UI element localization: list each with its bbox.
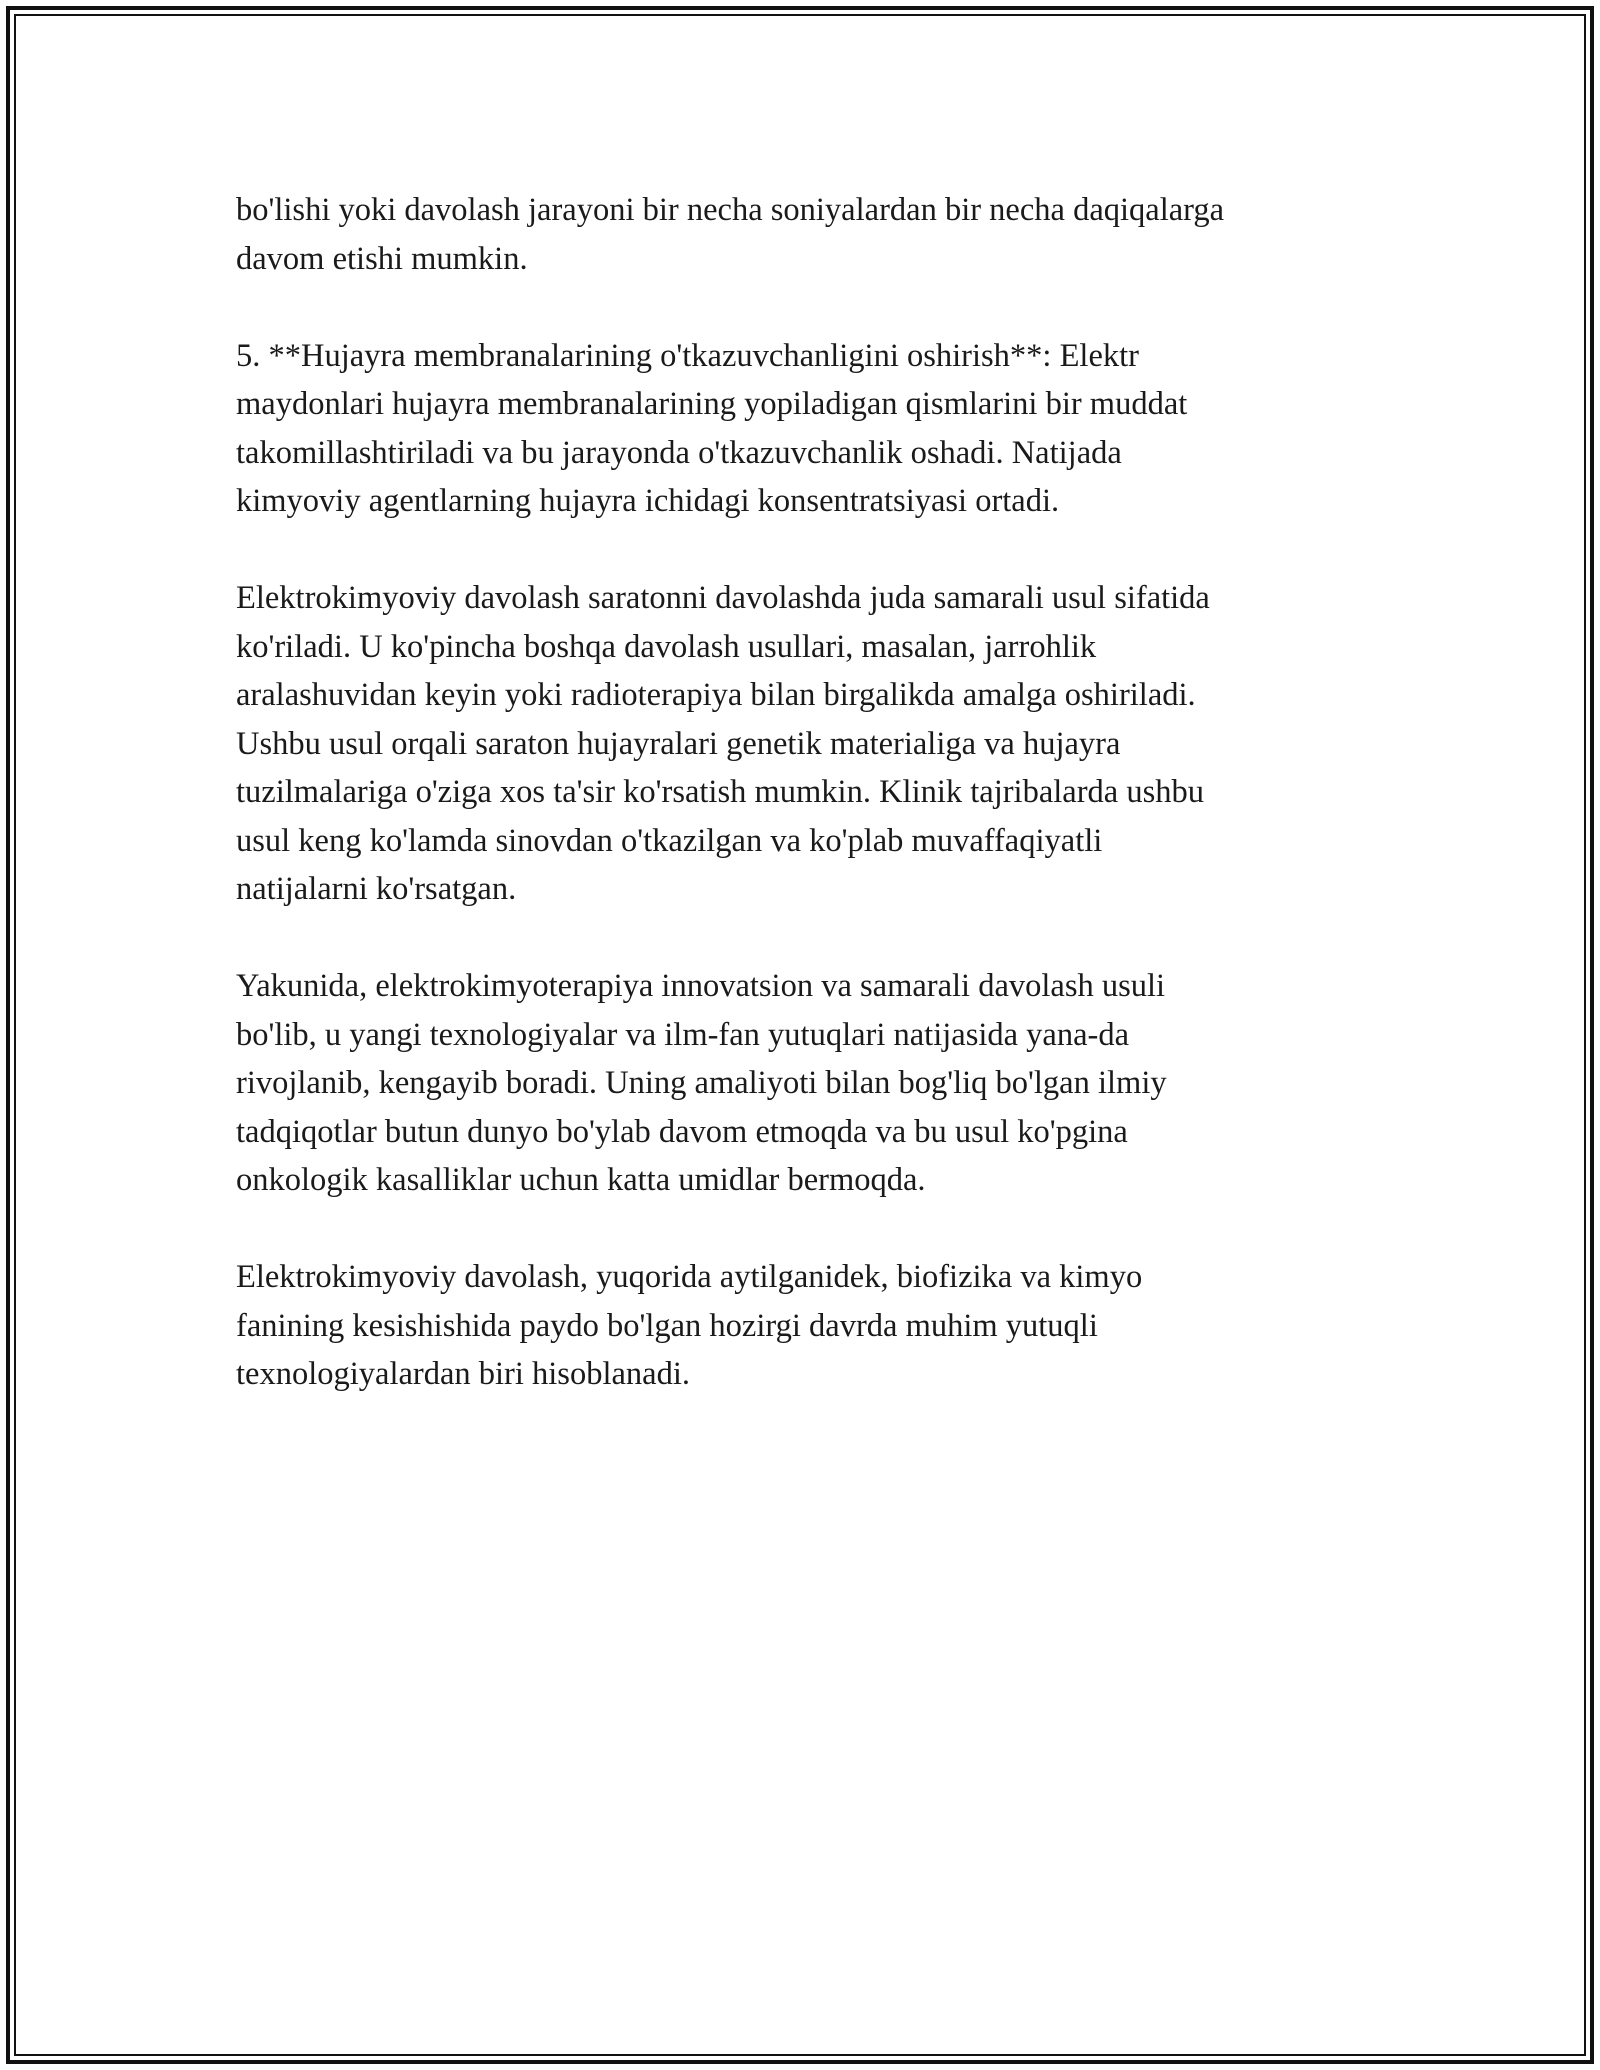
document-body	[236, 186, 1396, 1399]
paragraph-conclusion: Yakunida, elektrokimyoterapiya innovatsion va samarali davolash usuli bo'lib, u yangi texnologiyalar va ilm-fan yutuqlari natijasida yana-da rivojlanib, kengayib boradi. Uning amaliyoti bilan bog'liq bo'lgan ilmiy tadqiqotlar butun dunyo bo'ylab davom etmoqda va bu usul ko'pgina onkologik kasalliklar uchun katta umidlar bermoqda.	[236, 968, 1167, 1198]
paragraph-summary: Elektrokimyoviy davolash, yuqorida aytilganidek, biofizika va kimyo fanining kesishishida paydo bo'lgan hozirgi davrda muhim yutuqli texnologiyalardan biri hisoblanadi.	[236, 1259, 1143, 1392]
paragraph-treatment-duration: bo'lishi yoki davolash jarayoni bir necha soniyalardan bir necha daqiqalarga davom etishi mumkin.	[236, 192, 1225, 277]
paragraph-membrane-permeability: 5. **Hujayra membranalarining o'tkazuvchanligini oshirish**: Elektr maydonlari hujayra membranalarining yopiladigan qismlarini bir muddat takomillashtiriladi va bu jarayonda o'tkazuvchanlik oshadi. Natijada kimyoviy agentlarning hujayra ichidagi konsentratsiyasi ortadi.	[236, 337, 1188, 519]
paragraph-cancer-treatment: Elektrokimyoviy davolash saratonni davolashda juda samarali usul sifatida ko'riladi. U ko'pincha boshqa davolash usullari, masalan, jarrohlik aralashuvidan keyin yoki radioterapiya bilan birgalikda amalga oshiriladi. Ushbu usul orqali saraton hujayralari genetik materialiga va hujayra tuzilmalariga o'ziga xos ta'sir ko'rsatish mumkin. Klinik tajribalarda ushbu usul keng ko'lamda sinovdan o'tkazilgan va ko'plab muvaffaqiyatli natijalarni ko'rsatgan.	[236, 580, 1210, 907]
